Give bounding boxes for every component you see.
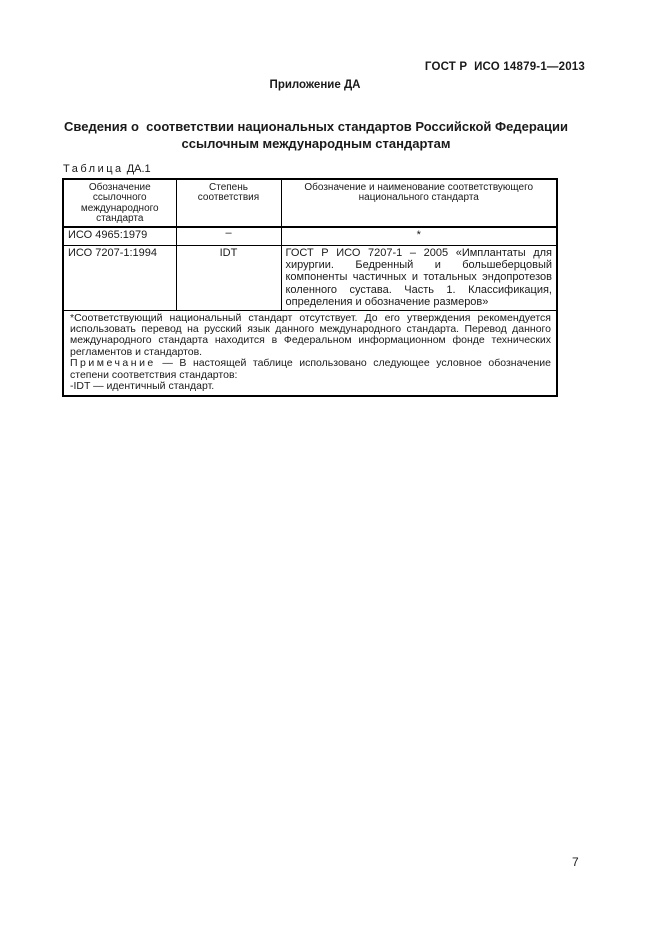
table-footnote-row (63, 310, 557, 395)
cell-degree: IDT (176, 245, 281, 310)
note-paragraph (70, 358, 551, 381)
title-line-2: ссылочным международным стандартам (181, 135, 451, 151)
cell-national-standard: ГОСТ Р ИСО 7207-1 – 2005 «Имплантаты для хирургии. Бедренный и большеберцовый компоненты частичных и тотальных эндопротезов коленного сустава. Часть 1. Классификация, определения и обозначение размеров» (281, 245, 557, 310)
cell-national-standard: * (281, 227, 557, 246)
cell-degree: – (176, 227, 281, 246)
document-number: ГОСТ Р ИСО 14879-1—2013 (424, 61, 585, 73)
table-footnote-cell (63, 310, 557, 395)
column-header-degree: Степень соответствия (176, 179, 281, 227)
title-line-1: Сведения о соответствии национальных стандартов Российской Федерации (64, 119, 568, 134)
table-row (63, 227, 557, 246)
footnote-text: *Соответствующий национальный стандарт отсутствует. До его утверждения рекомендуется использовать перевод на русский язык данного международного стандарта. Перевод данного международного стандарта находится в Федеральном информационном фонде технических регламентов и стандартов. (70, 311, 551, 358)
table-caption-ref: ДА.1 (123, 163, 151, 175)
cell-reference-standard: ИСО 7207-1:1994 (63, 245, 176, 310)
table-row (63, 245, 557, 310)
column-header-reference-standard: Обозначение ссылочного международного стандарта (63, 179, 176, 227)
table-caption (63, 163, 151, 175)
standards-correspondence-table (62, 178, 558, 397)
note-text: — В настоящей таблице использовано следующее условное обозначение степени соответствия стандартов: (70, 357, 551, 381)
note-label: Примечание (70, 357, 156, 370)
table-header-row (63, 179, 557, 227)
page-number: 7 (572, 855, 579, 869)
table-caption-word: Таблица (63, 163, 124, 175)
note-item: -IDT — идентичный стандарт. (70, 380, 215, 393)
column-header-national-standard: Обозначение и наименование соответствующего национального стандарта (281, 179, 557, 227)
document-title (0, 119, 632, 152)
appendix-label: Приложение ДА (269, 79, 361, 91)
cell-reference-standard: ИСО 4965:1979 (63, 227, 176, 246)
